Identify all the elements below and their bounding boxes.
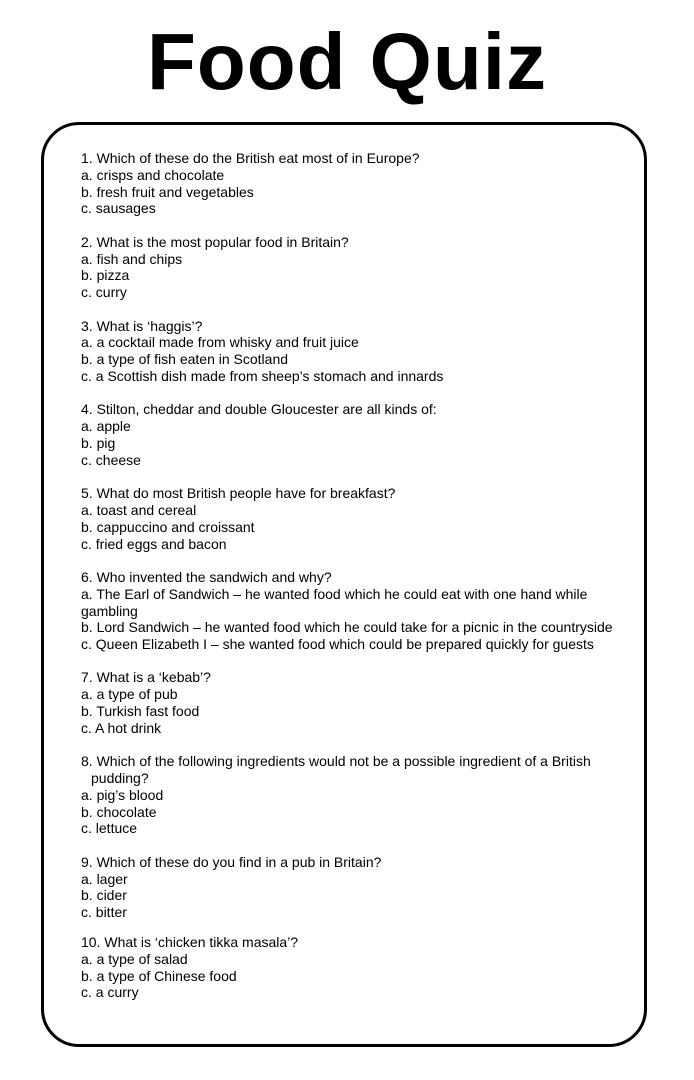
option-a: a. lager [81, 870, 128, 887]
option-a: a. toast and cereal [81, 501, 197, 518]
option-c: c. fried eggs and bacon [81, 535, 227, 552]
option-c: c. cheese [81, 451, 141, 468]
option-b: b. cappuccino and croissant [81, 518, 255, 535]
option-c: c. Queen Elizabeth I – she wanted food which could be prepared quickly for guests [81, 636, 594, 653]
option-b: b. a type of Chinese food [81, 967, 237, 984]
option-c: c. lettuce [81, 820, 138, 837]
option-a: a. The Earl of Sandwich – he wanted food which he could eat with one hand while gambling [81, 585, 588, 619]
option-c: c. a Scottish dish made from sheep’s stomach and innards [81, 367, 444, 384]
question-4 [81, 401, 626, 468]
option-a: a. crisps and chocolate [81, 166, 225, 183]
question-7 [81, 669, 626, 736]
question-text: 5. What do most British people have for breakfast? [81, 485, 396, 502]
option-b: b. a type of fish eaten in Scotland [81, 351, 289, 368]
page-title: Food Quiz [146, 17, 547, 106]
option-c: c. curry [81, 284, 127, 301]
option-a: a. fish and chips [81, 250, 183, 267]
option-b: b. fresh fruit and vegetables [81, 183, 254, 200]
question-text: 2. What is the most popular food in Britain? [81, 233, 349, 250]
option-b: b. Turkish fast food [81, 703, 200, 720]
option-a: a. a cocktail made from whisky and fruit juice [81, 334, 359, 351]
option-b: b. pizza [81, 267, 130, 284]
option-c: c. bitter [81, 904, 127, 921]
question-list [81, 150, 626, 1001]
option-a: a. apple [81, 418, 131, 435]
option-c: c. A hot drink [81, 719, 162, 736]
question-text: 7. What is a ‘kebab’? [81, 669, 211, 686]
question-text: 4. Stilton, cheddar and double Gloucester are all kinds of: [81, 401, 437, 418]
question-6 [81, 569, 626, 653]
question-1 [81, 150, 626, 217]
option-a: a. a type of pub [81, 686, 178, 703]
option-b: b. chocolate [81, 803, 157, 820]
question-9 [81, 854, 626, 921]
question-text: 8. Which of the following ingredients would not be a possible ingredient of a British pudding? [81, 753, 591, 787]
question-2 [81, 234, 626, 301]
question-text: 9. Which of these do you find in a pub in Britain? [81, 853, 382, 870]
option-a: a. pig’s blood [81, 786, 164, 803]
question-text: 3. What is ‘haggis’? [81, 317, 203, 334]
question-text: 10. What is ‘chicken tikka masala’? [81, 934, 299, 951]
question-text: 6. Who invented the sandwich and why? [81, 568, 332, 585]
option-b: b. pig [81, 434, 116, 451]
question-10 [81, 934, 626, 1001]
question-text: 1. Which of these do the British eat most of in Europe? [81, 150, 420, 166]
option-c: c. sausages [81, 200, 156, 217]
question-3 [81, 318, 626, 385]
option-b: b. cider [81, 887, 127, 904]
option-a: a. a type of salad [81, 950, 188, 967]
question-8 [81, 753, 626, 837]
question-5 [81, 485, 626, 552]
option-b: b. Lord Sandwich – he wanted food which he could take for a picnic in the countryside [81, 619, 613, 636]
option-c: c. a curry [81, 984, 139, 1001]
